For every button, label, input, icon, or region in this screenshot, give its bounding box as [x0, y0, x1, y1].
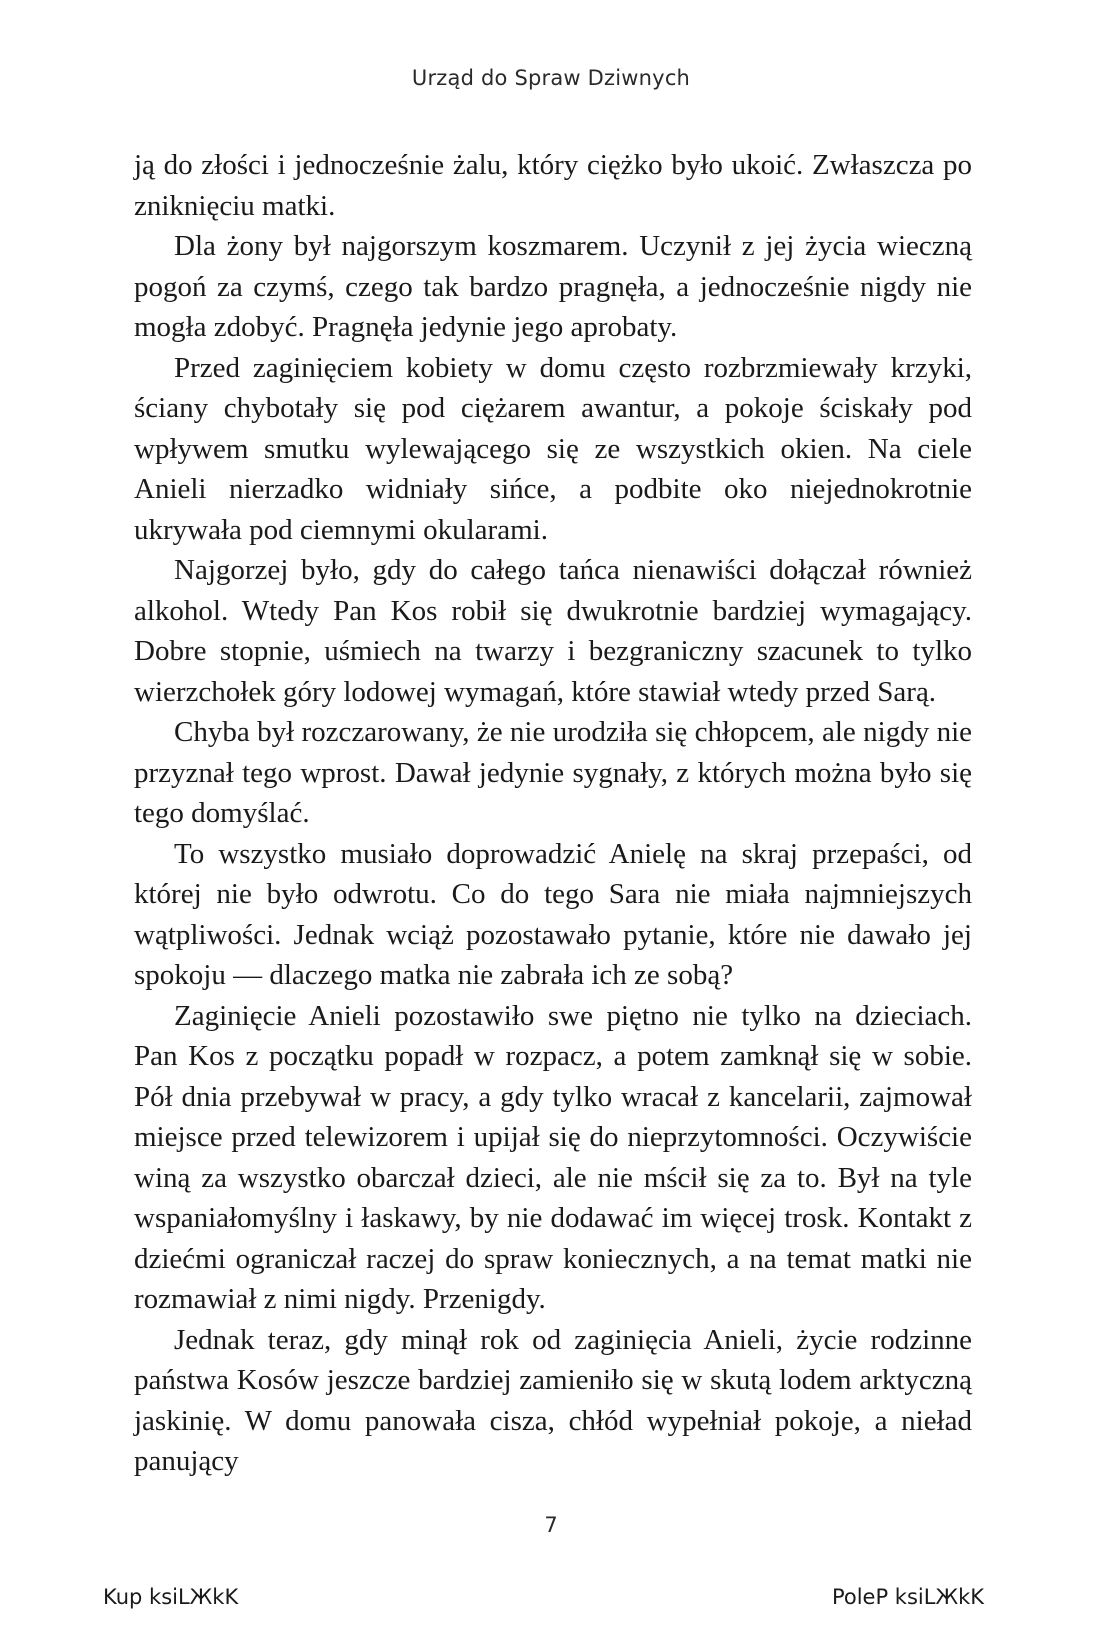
- rate-book-link[interactable]: PoleP ksiLЖkK: [831, 1585, 984, 1609]
- buy-book-link[interactable]: Kup ksiLЖkK: [103, 1585, 239, 1609]
- page-number: 7: [544, 1513, 558, 1537]
- page-body-text: [134, 145, 972, 1482]
- running-header-title: Urząd do Spraw Dziwnych: [411, 66, 691, 90]
- paragraph-7: Zaginięcie Anieli pozostawiło swe piętno nie tylko na dzieciach. Pan Kos z początku popadł w rozpacz, a potem zamknął się w sobie. Pół dnia przebywał w pracy, a gdy tylko wracał z kancelarii, zajmował miejsce przed telewizorem i upijał się do nieprzytomności. Oczywiście winą za wszystko obarczał dzieci, ale nie mścił się za to. Był na tyle wspaniałomyślny i łaskawy, by nie dodawać im więcej trosk. Kontakt z dziećmi ograniczał raczej do spraw koniecznych, a na temat matki nie rozmawiał z nimi nigdy. Przenigdy.: [134, 999, 972, 1315]
- paragraph-6: To wszystko musiało doprowadzić Anielę na skraj przepaści, od której nie było odwrotu. Co do tego Sara nie miała najmniejszych wątpliwości. Jednak wciąż pozostawało pytanie, które nie dawało jej spokoju — dlaczego matka nie zabrała ich ze sobą?: [134, 837, 972, 991]
- paragraph-3: Przed zaginięciem kobiety w domu często rozbrzmiewały krzyki, ściany chybotały się pod ciężarem awantur, a pokoje ściskały pod wpływem smutku wylewającego się ze wszystkich okien. Na ciele Anieli nierzadko widniały sińce, a podbite oko niejednokrotnie ukrywała pod ciemnymi okularami.: [134, 351, 972, 546]
- paragraph-2: Dla żony był najgorszym koszmarem. Uczynił z jej życia wieczną pogoń za czymś, czego tak bardzo pragnęła, a jednocześnie nigdy nie mogła zdobyć. Pragnęła jedynie jego aprobaty.: [134, 230, 972, 343]
- paragraph-1: ją do złości i jednocześnie żalu, który ciężko było ukoić. Zwłaszcza po zniknięciu matki.: [134, 149, 972, 222]
- paragraph-4: Najgorzej było, gdy do całego tańca nienawiści dołączał również alkohol. Wtedy Pan Kos robił się dwukrotnie bardziej wymagający. Dobre stopnie, uśmiech na twarzy i bezgraniczny szacunek to tylko wierzchołek góry lodowej wymagań, które stawiał wtedy przed Sarą.: [134, 554, 972, 708]
- paragraph-5: Chyba był rozczarowany, że nie urodziła się chłopcem, ale nigdy nie przyznał tego wprost. Dawał jedynie sygnały, z których można było się tego domyślać.: [134, 716, 972, 829]
- paragraph-8: Jednak teraz, gdy minął rok od zaginięcia Anieli, życie rodzinne państwa Kosów jeszcze bardziej zamieniło się w skutą lodem arktyczną jaskinię. W domu panowała cisza, chłód wypełniał pokoje, a nieład panujący: [134, 1323, 972, 1477]
